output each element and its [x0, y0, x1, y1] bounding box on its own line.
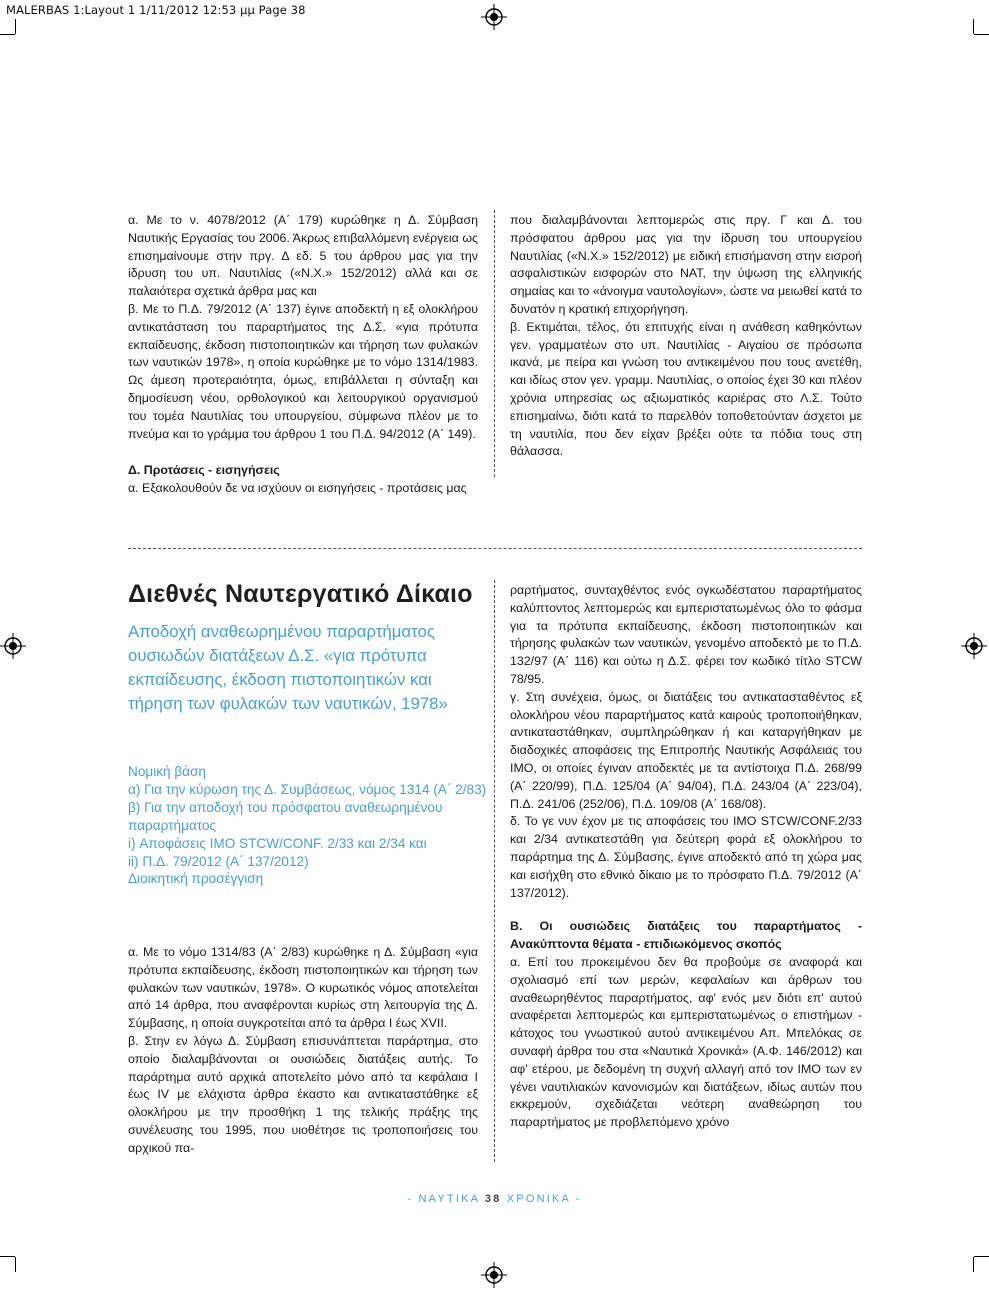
- column-divider: [494, 210, 495, 477]
- crop-mark: [0, 1256, 15, 1257]
- paragraph: α. Με το ν. 4078/2012 (Α΄ 179) κυρώθηκε η Δ. Σύμβαση Ναυτικής Εργασίας του 2006. Άκρως επιβαλλόμενη ενέργεια ως επισημαίνουμε στην πργ. Δ εδ. 5 του άρθρου μας για την ίδρυση του υπ. Ναυτιλίας («Ν.Χ.» 152/2012) αλλά και σε παλαιότερα σχετικά άρθρα μας και: [128, 213, 478, 299]
- legal-basis-line: α) Για την κύρωση της Δ. Συμβάσεως, νόμος 1314 (Α΄ 2/83): [128, 781, 487, 797]
- paragraph: ραρτήματος, συνταχθέντος ενός ογκωδέστατου παραρτήματος καλύπτοντος λεπτομερώς και εμπεριστατωμένως όλο το φάσμα για τα πρότυπα εκπαίδευσης, έκδοση πιστοποιητικών και τήρησης φυλακών των ναυτικών, γενομένο αποδεκτό με το Π.Δ. 132/97 (Α΄ 116) και ούτω η Δ.Σ. φέρει τον κωδικό τίτλο STCW 78/95.: [510, 583, 862, 686]
- footer-right: ΧΡΟΝΙΚΑ -: [506, 1193, 582, 1205]
- legal-basis-line: Νομική βάση: [128, 764, 206, 779]
- bottom-right-column: [510, 582, 862, 1132]
- paragraph: γ. Στη συνέχεια, όμως, οι διατάξεις του αντικατασταθέντος εξ ολοκλήρου νέου παραρτήματος κατά καιρούς τροποποιήθηκαν, αντικαταστάθηκαν, συμπληρώθηκαν ή και καταργήθηκαν με διαδοχικές αποφάσεις της Επιτροπής Ναυτικής Ασφάλειας του ΙΜΟ, οι οποίες έγιναν αποδεκτές με τα αντίστοιχα Π.Δ. 268/99 (Α΄ 220/99), Π.Δ. 125/04 (Α΄ 94/04), Π.Δ. 243/04 (Α΄ 223/04), Π.Δ. 241/06 (252/06), Π.Δ. 109/08 (Α΄ 168/08).: [510, 689, 862, 811]
- article-subtitle: Αποδοχή αναθεωρημένου παραρτήματος ουσιωδών διατάξεων Δ.Σ. «για πρότυπα εκπαίδευσης, έκδοση πιστοποιητικών και τήρηση των φυλακών των ναυτικών, 1978»: [128, 622, 448, 713]
- crop-mark: [15, 19, 16, 34]
- crop-mark: [973, 19, 974, 34]
- section-d-heading: Δ. Προτάσεις - εισηγήσεις: [128, 463, 280, 478]
- legal-basis-line: i) Αποφάσεις ΙΜΟ STCW/CONF. 2/33 και 2/34 και: [128, 835, 427, 851]
- registration-mark-left-icon: [0, 633, 26, 659]
- crop-mark: [973, 1257, 974, 1272]
- paragraph: α. Εξακολουθούν δε να ισχύουν οι εισηγήσεις - προτάσεις μας: [128, 481, 467, 496]
- paragraph: που διαλαμβάνονται λεπτομερώς στις πργ. Γ και Δ. του πρόσφατου άρθρου μας για την ίδρυση του υπουργείου Ναυτιλίας («Ν.Χ.» 152/2012) με ειδική επισήμανση στην εισροή ασφαλιστικών εισφορών στο ΝΑΤ, την ύψωση της ελληνικής σημαίας και το «άνοιγμα ναυτολογίων», ώστε να μειωθεί κατά το δυνατόν η κρατική επιχορήγηση.: [510, 213, 862, 316]
- paragraph: α. Επί του προκειμένου δεν θα προβούμε σε αναφορά και σχολιασμό επί των μερών, κεφαλαίων και άρθρων του αναθεωρηθέντος παραρτήματος, αφ' ενός μεν διότι επ' αυτού αναφέρεται λεπτομερώς και εμπεριστατωμένως ο επιστήμων - κάτοχος του γνωστικού αυτού αντικειμένου Απ. Μπελόκας σε συναφή άρθρα του στα «Ναυτικά Χρονικά» (Α.Φ. 146/2012) και αφ' ετέρου, με δεδομένη τη συχνή αλλαγή από τον ΙΜΟ των εν γένει ναυτιλιακών κανονισμών και διατάξεων, ιδίως αυτών που εκκρεμούν, σχεδιάζεται νεότερη αναθεώρηση του παραρτήματος με προβλεπόμενο χρόνο: [510, 954, 862, 1130]
- paragraph: α. Με το νόμο 1314/83 (Α΄ 2/83) κυρώθηκε η Δ. Σύμβαση «για πρότυπα εκπαίδευσης, έκδοση πιστοποιητικών και τήρηση των φυλακών των ναυτικών, 1978». Ο κυρωτικός νόμος αποτελείται από 14 άρθρα, που αναφέρονται κυρίως στη λειτουργία της Δ. Σύμβασης, η οποία συγκροτείται από τα άρθρα Ι έως XVII.: [128, 945, 478, 1031]
- legal-basis: [128, 763, 488, 888]
- article-title: Διεθνές Ναυτεργατικό Δίκαιο: [128, 580, 473, 608]
- footer-left: - ΝΑΥΤΙΚΑ: [407, 1193, 480, 1205]
- bottom-left-column: [128, 944, 478, 1158]
- top-left-column: [128, 212, 478, 498]
- section-b-heading: Β. Οι ουσιώδεις διατάξεις του παραρτήματος - Ανακύπτοντα θέματα - επιδιωκόμενος σκοπός: [510, 919, 862, 952]
- paragraph: δ. Το γε νυν έχον με τις αποφάσεις του ΙΜΟ STCW/CONF.2/33 και 2/34 αντικατεστάθη για δεύτερη φορά εξ ολοκλήρου το παράρτημα της Δ. Σύμβασης, έγινε αποδεκτό από τη χώρα μας και εισήχθη στο εθνικό δίκαιο με το πρόσφατο Π.Δ. 79/2012 (Α΄ 137/2012).: [510, 814, 862, 900]
- legal-basis-line: Διοικητική προσέγγιση: [128, 871, 264, 887]
- registration-mark-bottom-icon: [481, 1262, 507, 1288]
- crop-mark: [974, 1256, 989, 1257]
- top-right-column: [510, 212, 862, 461]
- legal-basis-line: β) Για την αποδοχή του πρόσφατου αναθεωρημένου παραρτήματος: [128, 799, 443, 833]
- crop-mark: [15, 1257, 16, 1272]
- legal-basis-line: ii) Π.Δ. 79/2012 (Α΄ 137/2012): [128, 853, 309, 869]
- print-slug: MALERBAS 1:Layout 1 1/11/2012 12:53 μμ Page 38: [6, 3, 306, 17]
- crop-mark: [0, 34, 15, 35]
- paragraph: β. Με το Π.Δ. 79/2012 (Α΄ 137) έγινε αποδεκτή η εξ ολοκλήρου αντικατάσταση του παραρτήματος της Δ.Σ. «για πρότυπα εκπαίδευσης, έκδοση πιστοποιητικών και τήρηση των φυλακών των ναυτικών 1978», η οποία κυρώθηκε με το νόμο 1314/1983. Ως άμεση προτεραιότητα, όμως, επιβάλλεται η σύνταξη και δημοσίευση νέου, ορθολογικού και λειτουργικού οργανισμού του τομέα Ναυτιλίας του υπουργείου, σύμφωνα πλέον με το πνεύμα και το γράμμα του άρθρου 1 του Π.Δ. 94/2012 (Α΄ 149).: [128, 301, 478, 441]
- page-number: 38: [484, 1193, 502, 1205]
- registration-mark-right-icon: [961, 633, 987, 659]
- page-footer: [0, 1193, 989, 1205]
- paragraph: β. Εκτιμάται, τέλος, ότι επιτυχής είναι η ανάθεση καθηκόντων γεν. γραμματέων στο υπ. Ναυτιλίας - Αιγαίου σε πρόσωπα ικανά, με πείρα και γνώση του αντικειμένου που τους ανετέθη, και ιδίως στον γεν. γραμμ. Ναυτιλίας, ο οποίος έχει 30 και πλέον χρόνια υπηρεσίας ως αξιωματικός καριέρας στο Λ.Σ. Τούτο επισημαίνω, διότι κατά το παρελθόν τοποθετούνταν άσχετοι με τη ναυτιλία, που δεν είχαν βρέξει ούτε τα πόδια τους στη θάλασσα.: [510, 319, 862, 459]
- section-divider: [128, 548, 862, 549]
- crop-mark: [974, 34, 989, 35]
- paragraph: β. Στην εν λόγω Δ. Σύμβαση επισυνάπτεται παράρτημα, στο οποίο διαλαμβάνονται οι ουσιώδεις διατάξεις αυτής. Το παράρτημα αυτό αρχικά αποτελείτο μόνο από τα κεφάλαια Ι έως IV με ελάχιστα άρθρα έκαστο και αντικαταστάθηκε εξ ολοκλήρου με την προσθήκη 1 της τελικής πράξης της συνέλευσης του 1995, που υιοθέτησε τις τροποποιήσεις του αρχικού πα-: [128, 1033, 478, 1155]
- column-divider: [494, 580, 495, 1162]
- registration-mark-top-icon: [481, 4, 507, 30]
